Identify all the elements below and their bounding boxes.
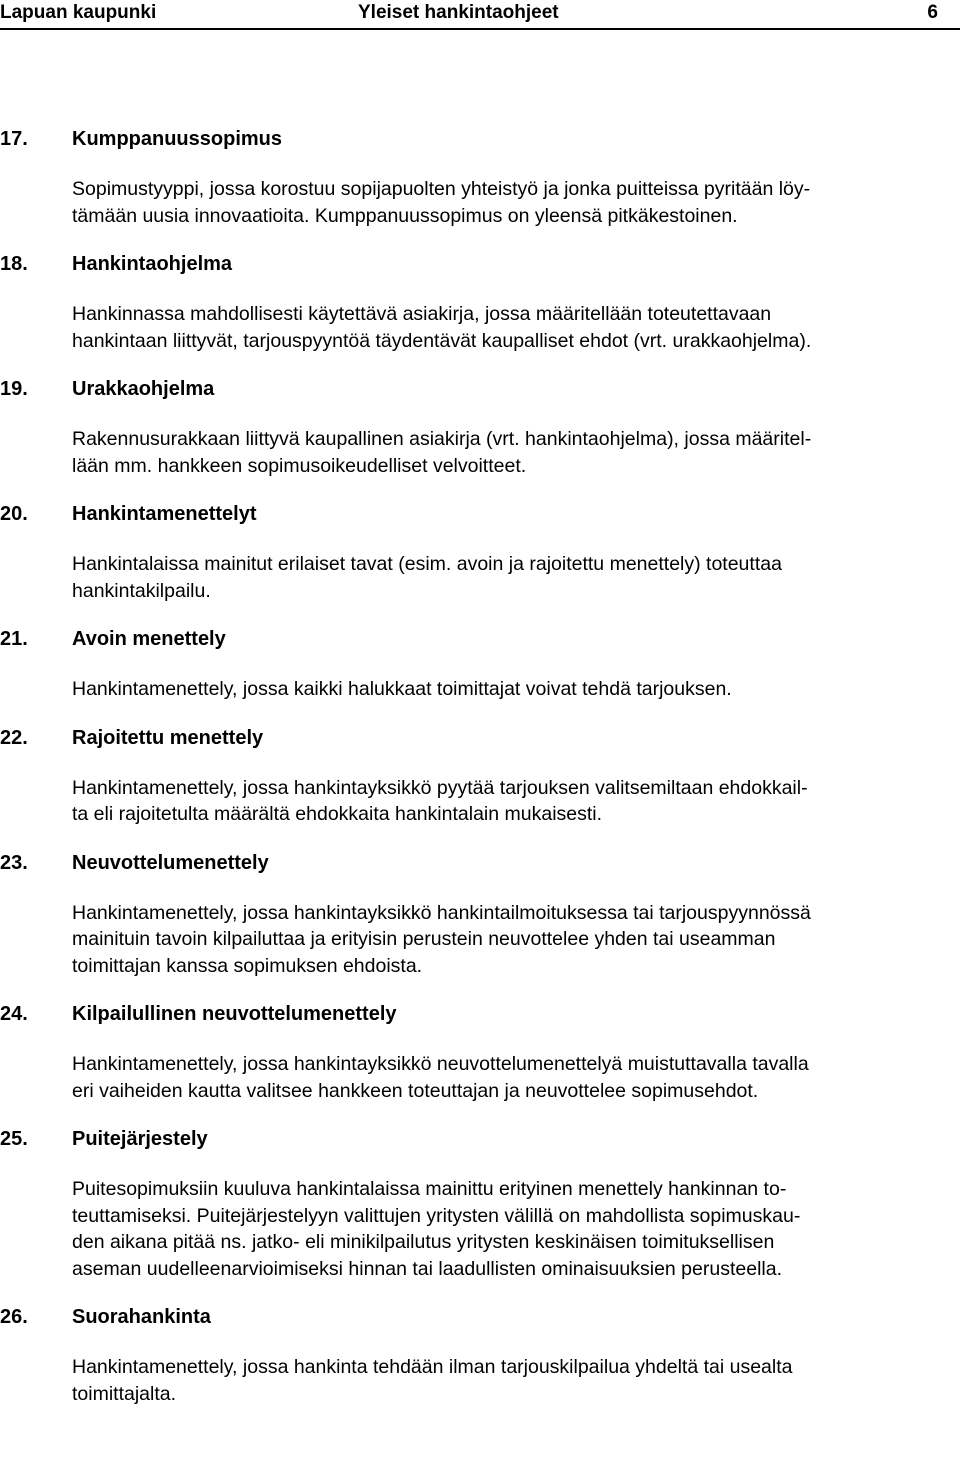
body-line: Hankinnassa mahdollisesti käytettävä asiakirja, jossa määritellään toteutettavaan: [72, 303, 772, 325]
definition-section: [0, 723, 960, 828]
section-number: 17.: [0, 128, 28, 150]
body-line: Hankintalaissa mainitut erilaiset tavat (esim. avoin ja rajoitettu menettely) toteuttaa: [72, 553, 782, 575]
section-heading: [0, 499, 960, 529]
body-line: aseman uudelleenarvioimiseksi hinnan tai laadullisten ominaisuuksien perusteella.: [72, 1257, 782, 1280]
body-line: hankintaan liittyvät, tarjouspyyntöä täydentävät kaupalliset ehdot (vrt. urakkaohjelma).: [72, 329, 812, 352]
section-heading: [0, 249, 960, 279]
section-body: [72, 426, 960, 479]
section-heading: [0, 723, 960, 753]
section-body: [72, 900, 960, 980]
body-line: toimittajalta.: [72, 1382, 177, 1405]
header-document-title: Yleiset hankintaohjeet: [358, 2, 559, 23]
body-line: toimittajan kanssa sopimuksen ehdoista.: [72, 954, 423, 977]
definition-section: [0, 1302, 960, 1407]
section-title: Hankintamenettelyt: [72, 503, 257, 525]
body-line: Hankintamenettely, jossa hankintayksikkö neuvottelumenettelyä muistuttavalla tavalla: [72, 1053, 809, 1075]
section-number: 18.: [0, 253, 28, 275]
section-title: Kilpailullinen neuvottelumenettely: [72, 1003, 397, 1025]
section-heading: [0, 374, 960, 404]
body-line: ta eli rajoitetulta määrältä ehdokkaita hankintalain mukaisesti.: [72, 803, 603, 825]
section-body: [72, 1176, 960, 1282]
body-line: mainituin tavoin kilpailuttaa ja erityisin perustein neuvottelee yhden tai useamman: [72, 928, 776, 950]
section-title: Rajoitettu menettely: [72, 726, 264, 749]
section-title: Neuvottelumenettely: [72, 851, 269, 874]
section-body: [72, 775, 960, 828]
body-line: Hankintamenettely, jossa hankinta tehdään ilman tarjouskilpailua yhdeltä tai usealta: [72, 1356, 793, 1378]
section-title: Kumppanuussopimus: [72, 128, 283, 150]
section-title: Suorahankinta: [72, 1306, 211, 1328]
section-number: 23.: [0, 851, 28, 874]
section-number: 22.: [0, 726, 28, 749]
section-number: 21.: [0, 628, 28, 650]
section-body: [72, 1051, 960, 1104]
section-heading: [0, 124, 960, 154]
section-heading: [0, 999, 960, 1029]
body-line: Sopimustyyppi, jossa korostuu sopijapuolten yhteistyö ja jonka puitteissa pyritään löy-: [72, 178, 811, 200]
section-number: 25.: [0, 1128, 28, 1150]
definition-section: [0, 1124, 960, 1282]
section-body: [72, 301, 960, 354]
section-heading: [0, 848, 960, 878]
definition-section: [0, 374, 960, 479]
body-line: tämään uusia innovaatioita. Kumppanuussopimus on yleensä pitkäkestoinen.: [72, 204, 738, 227]
body-line: teuttamiseksi. Puitejärjestelyyn valittujen yritysten välillä on mahdollista sopimuskau-: [72, 1204, 801, 1227]
header-page-number: 6: [927, 2, 938, 23]
page-header: [0, 0, 960, 28]
body-line: Rakennusurakkaan liittyvä kaupallinen asiakirja (vrt. hankintaohjelma), jossa määritel-: [72, 428, 812, 450]
section-title: Hankintaohjelma: [72, 253, 233, 275]
definition-section: [0, 124, 960, 229]
section-body: [72, 1354, 960, 1407]
section-number: 24.: [0, 1003, 28, 1025]
body-line: Hankintamenettely, jossa kaikki halukkaat toimittajat voivat tehdä tarjouksen.: [72, 678, 732, 700]
definition-section: [0, 848, 960, 980]
definition-section: [0, 624, 960, 703]
body-line: eri vaiheiden kautta valitsee hankkeen toteuttajan ja neuvottelee sopimusehdot.: [72, 1079, 759, 1102]
section-title: Avoin menettely: [72, 628, 226, 650]
body-line: Hankintamenettely, jossa hankintayksikkö pyytää tarjouksen valitsemiltaan ehdokkail-: [72, 776, 808, 799]
section-number: 26.: [0, 1306, 28, 1328]
body-line: den aikana pitää ns. jatko- eli minikilpailutus yritysten keskinäisen toimituksellisen: [72, 1231, 775, 1253]
section-heading: [0, 1124, 960, 1154]
section-heading: [0, 1302, 960, 1332]
header-divider: [0, 28, 960, 30]
section-body: [72, 551, 960, 604]
body-line: lään mm. hankkeen sopimusoikeudelliset velvoitteet.: [72, 454, 527, 477]
body-line: Hankintamenettely, jossa hankintayksikkö hankintailmoituksessa tai tarjouspyynnössä: [72, 901, 811, 924]
section-body: [72, 676, 960, 703]
section-number: 20.: [0, 503, 28, 525]
definition-section: [0, 999, 960, 1104]
definition-section: [0, 499, 960, 604]
header-organization: Lapuan kaupunki: [0, 2, 157, 23]
definition-section: [0, 249, 960, 354]
body-line: Puitesopimuksiin kuuluva hankintalaissa mainittu erityinen menettely hankinnan to-: [72, 1178, 787, 1200]
section-heading: [0, 624, 960, 654]
section-number: 19.: [0, 378, 28, 400]
section-title: Urakkaohjelma: [72, 378, 215, 400]
body-line: hankintakilpailu.: [72, 579, 211, 602]
section-body: [72, 176, 960, 229]
definitions-list: [0, 124, 960, 1427]
section-title: Puitejärjestely: [72, 1128, 208, 1150]
